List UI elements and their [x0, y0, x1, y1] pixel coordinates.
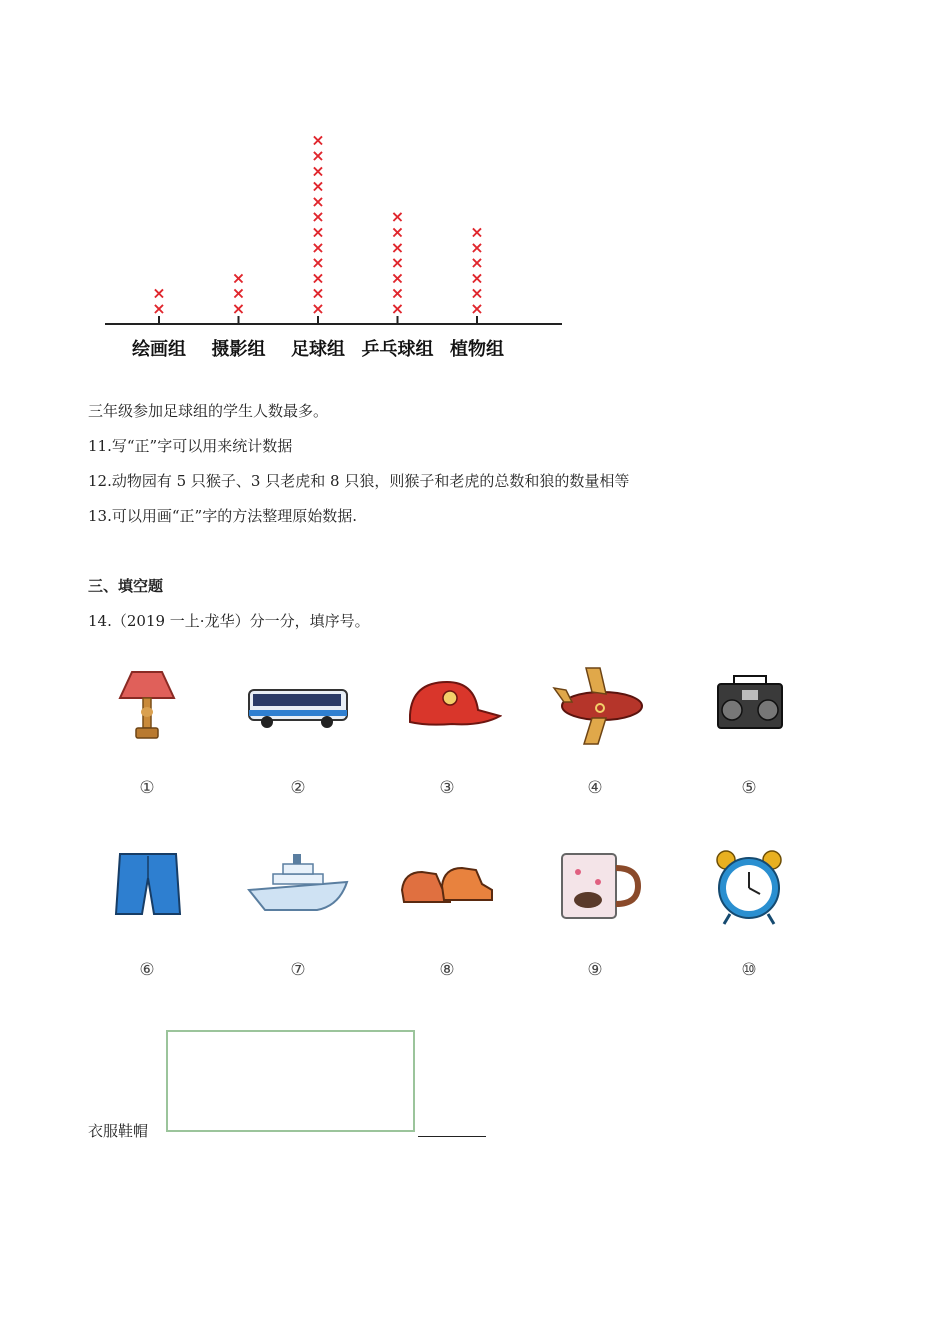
item-9	[540, 842, 650, 992]
alarm-clock-icon	[694, 842, 804, 932]
tally-mark: ×	[390, 299, 405, 318]
lamp-icon	[92, 660, 202, 750]
item-number: ⑨	[587, 960, 603, 980]
category-label: 植物组	[450, 339, 504, 360]
ship-icon	[243, 842, 353, 932]
item-number: ⑩	[741, 960, 757, 980]
tally-mark: ×	[390, 283, 405, 303]
item-number: ⑥	[139, 960, 155, 980]
tally-mark: ×	[390, 237, 405, 257]
bus-icon	[243, 660, 353, 750]
tally-mark: ×	[231, 299, 246, 318]
cap-icon	[392, 660, 502, 750]
shoes-icon	[392, 842, 502, 932]
item-number: ⑦	[290, 960, 306, 980]
tally-mark: ×	[152, 283, 166, 303]
chart-conclusion: 三年级参加足球组的学生人数最多。	[88, 402, 329, 420]
section-title: 三、填空题	[88, 577, 164, 595]
airplane-icon	[540, 660, 650, 750]
item-3	[392, 660, 502, 810]
question-14: 14.（2019 一上·龙华）分一分，填序号。	[88, 612, 370, 630]
answer-blank[interactable]	[418, 1136, 486, 1137]
category-label: 足球组	[291, 339, 345, 360]
tally-mark: ×	[470, 253, 484, 273]
item-7	[243, 842, 353, 992]
item-number: ④	[587, 778, 603, 798]
tally-mark: ×	[311, 222, 325, 242]
tally-mark: ×	[311, 237, 325, 257]
tally-mark: ×	[470, 222, 484, 242]
tally-mark: ×	[390, 207, 405, 227]
tally-mark: ×	[311, 146, 325, 165]
question-12: 12.动物园有 5 只猴子、3 只老虎和 8 只狼，则猴子和老虎的总数和狼的数量相等	[88, 472, 630, 490]
answer-label: 衣服鞋帽	[88, 1122, 149, 1140]
item-8	[392, 842, 502, 992]
tally-mark: ×	[470, 237, 484, 257]
dot-plot-chart	[100, 110, 570, 370]
tally-mark: ×	[311, 207, 325, 227]
item-1	[92, 660, 202, 810]
item-4	[540, 660, 650, 810]
tally-mark: ×	[311, 161, 325, 181]
mug-icon	[540, 842, 650, 932]
tally-mark: ×	[390, 222, 405, 242]
tally-mark: ×	[470, 299, 484, 318]
tally-mark: ×	[152, 299, 166, 318]
item-10	[694, 842, 804, 992]
radio-icon	[694, 660, 804, 750]
tally-mark: ×	[311, 283, 325, 303]
tally-mark: ×	[311, 176, 325, 196]
category-label: 乒乓球组	[361, 339, 434, 360]
category-label: 摄影组	[211, 339, 266, 360]
tally-mark: ×	[470, 283, 484, 303]
tally-mark: ×	[390, 253, 405, 273]
tally-mark: ×	[390, 268, 405, 288]
tally-mark: ×	[311, 130, 325, 150]
item-5	[694, 660, 804, 810]
tally-mark: ×	[231, 268, 246, 288]
shorts-icon	[92, 842, 202, 932]
item-number: ③	[439, 778, 455, 798]
question-11: 11.写“正”字可以用来统计数据	[88, 437, 293, 455]
item-2	[243, 660, 353, 810]
category-label: 绘画组	[132, 339, 186, 360]
answer-box[interactable]	[166, 1030, 415, 1132]
item-number: ⑧	[439, 960, 455, 980]
item-6	[92, 842, 202, 992]
item-number: ②	[290, 778, 306, 798]
tally-mark: ×	[470, 268, 484, 288]
tally-mark: ×	[311, 253, 325, 273]
item-number: ①	[139, 778, 155, 798]
item-number: ⑤	[741, 778, 757, 798]
question-13: 13.可以用画“正”字的方法整理原始数据.	[88, 507, 357, 525]
tally-mark: ×	[311, 268, 325, 288]
tally-mark: ×	[231, 283, 246, 303]
tally-mark: ×	[311, 299, 325, 318]
tally-mark: ×	[311, 191, 325, 211]
